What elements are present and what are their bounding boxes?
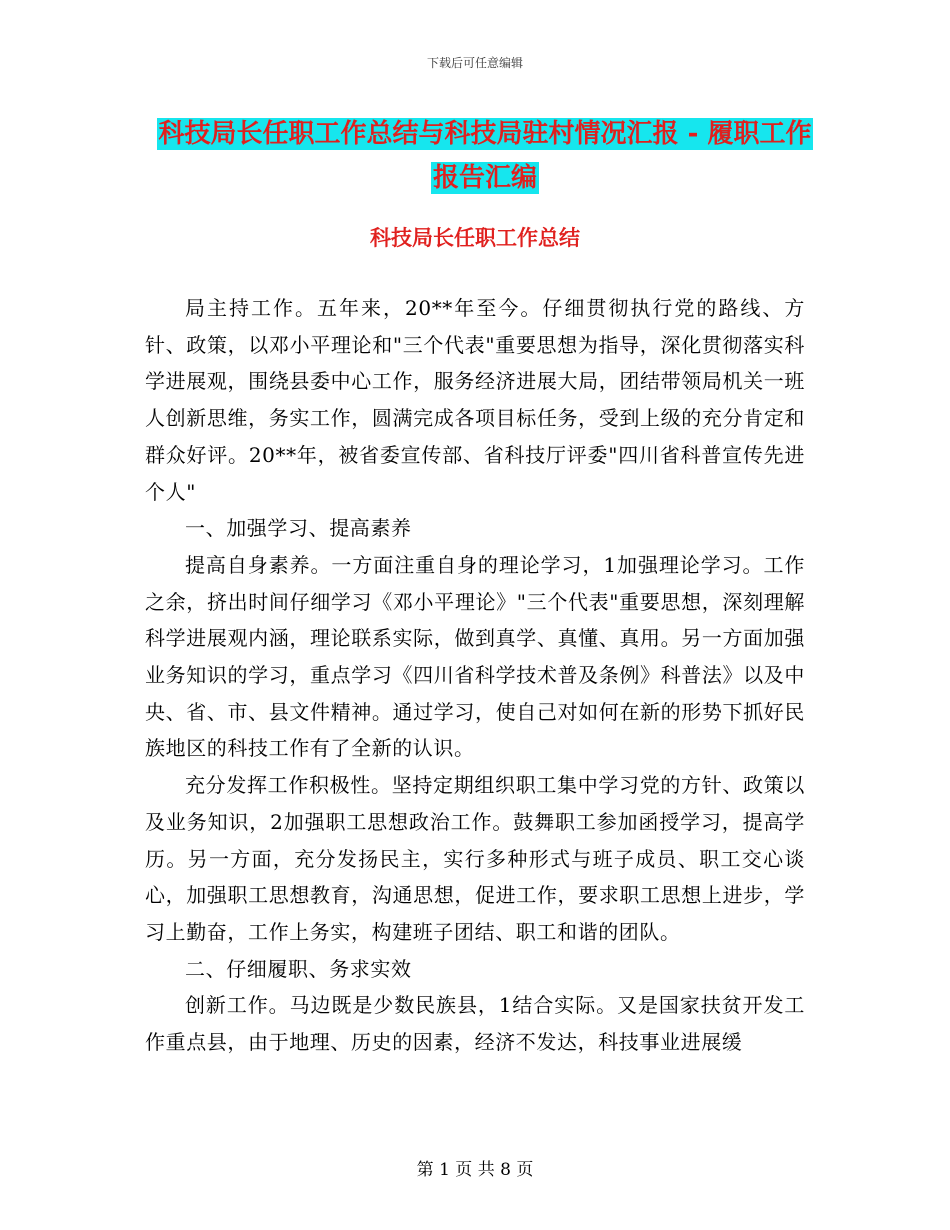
header-note: 下载后可任意编辑 (426, 56, 523, 70)
paragraph: 充分发挥工作积极性。坚持定期组织职工集中学习党的方针、政策以及业务知识，2加强职工思想政治工作。鼓舞职工参加函授学习，提高学历。另一方面，充分发扬民主，实行多种形式与班子成员、职工交心谈心，加强职工思想教育，沟通思想，促进工作，要求职工思想上进步，学习上勤奋，工作上务实，构建班子团结、职工和谐的团队。 (145, 773, 805, 944)
document-title (145, 112, 825, 200)
paragraph: 创新工作。马边既是少数民族县，1结合实际。又是国家扶贫开发工作重点县，由于地理、历史的因素，经济不发达，科技事业进展缓 (145, 993, 805, 1055)
paragraph: 局主持工作。五年来，20**年至今。仔细贯彻执行党的路线、方针、政策，以邓小平理论和"三个代表"重要思想为指导，深化贯彻落实科学进展观，围绕县委中心工作，服务经济进展大局，团结带领局机关一班人创新思维，务实工作，圆满完成各项目标任务，受到上级的充分肯定和群众好评。20**年，被省委宣传部、省科技厅评委"四川省科普宣传先进个人" (145, 296, 805, 504)
section-title: 科技局长任职工作总结 (370, 226, 580, 250)
subheading: 二、仔细履职、务求实效 (185, 956, 412, 981)
paragraph: 提高自身素养。一方面注重自身的理论学习，1加强理论学习。工作之余，挤出时间仔细学习《邓小平理论》"三个代表"重要思想，深刻理解科学进展观内涵，理论联系实际，做到真学、真懂、真用。另一方面加强业务知识的学习，重点学习《四川省科学技术普及条例》科普法》以及中央、省、市、县文件精神。通过学习，使自己对如何在新的形势下抓好民族地区的科技工作有了全新的认识。 (145, 552, 805, 761)
document-title-text: 科技局长任职工作总结与科技局驻村情况汇报 - 履职工作报告汇编 (158, 119, 812, 193)
document-body (145, 290, 805, 1061)
subheading: 一、加强学习、提高素养 (185, 516, 412, 541)
page-number: 第 1 页 共 8 页 (416, 1160, 534, 1180)
